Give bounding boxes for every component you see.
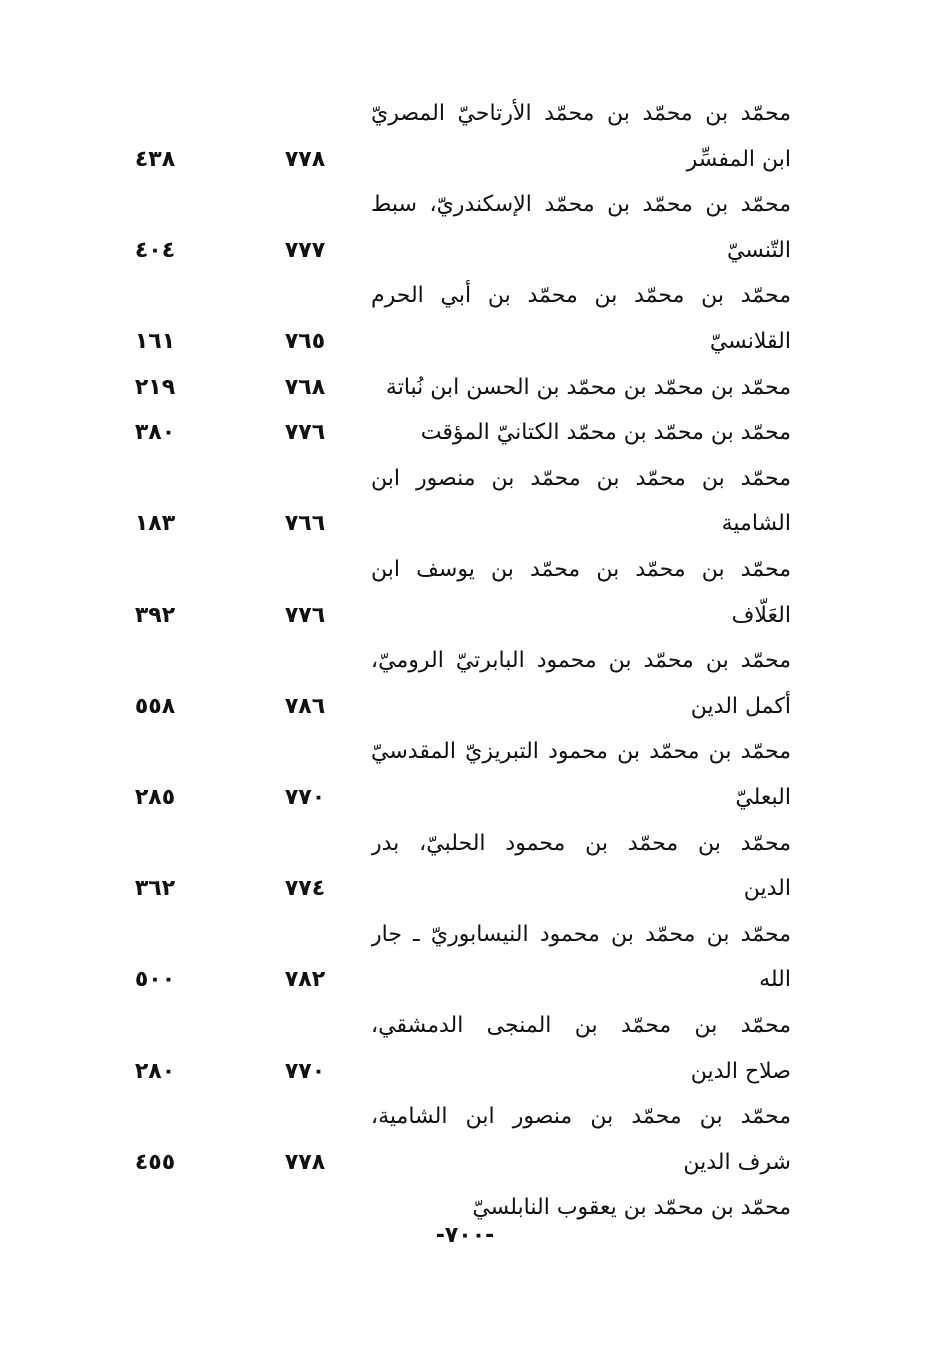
page-reference: ١٦١	[134, 329, 176, 354]
death-year: ٧٧٠	[284, 1058, 326, 1084]
entry-name-line: محمّد بن محمّد بن المنجى الدمشقي،	[371, 1013, 791, 1038]
death-year: ٧٧٦	[284, 420, 326, 446]
death-year	[260, 1186, 350, 1230]
entry-name-line: محمّد بن محمّد بن محمود النيسابوريّ ـ جار	[371, 921, 791, 947]
page-reference: ٣٨٠	[134, 420, 176, 446]
entry-name-line: شرف الدين	[683, 1149, 791, 1175]
page-number: -٧٠٠-	[435, 1223, 495, 1248]
entry-name-line: الدين	[743, 876, 791, 902]
entry-name-line: محمّد بن محمّد بن محمود البابرتيّ الروميّ،	[371, 648, 791, 674]
death-year: ٧٦٥	[284, 329, 326, 354]
death-year: ٧٧٨	[284, 1149, 326, 1175]
page-reference: ٢١٩	[134, 374, 176, 400]
entry-name-line: ابن المفسِّر	[686, 146, 791, 172]
entry-name-line: محمّد بن محمّد بن محمّد بن أبي الحرم	[371, 283, 791, 309]
entry-name-line: محمّد بن محمّد بن محمّد بن الحسن ابن نُباتة	[385, 374, 791, 400]
entry-name-line: محمّد بن محمّد بن محمود التبريزيّ المقدسيّ	[371, 739, 791, 765]
entry-name-line: الشامية	[721, 511, 791, 537]
entry-name-line: محمّد بن محمّد بن محمود الحلبيّ، بدر	[371, 830, 791, 856]
entry-name-line: التّنسيّ	[726, 237, 791, 263]
page-reference: ٤٣٨	[134, 146, 176, 172]
entry-name-line: القلانسيّ	[709, 329, 791, 354]
entry-name-line: محمّد بن محمّد بن يعقوب النابلسيّ	[472, 1195, 791, 1221]
page-reference: ٢٨٥	[134, 785, 176, 810]
death-year: ٧٧٦	[284, 602, 326, 628]
death-year: ٧٨٢	[284, 967, 326, 993]
death-year: ٧٦٦	[284, 511, 326, 537]
page-reference: ٥٠٠	[134, 967, 176, 993]
entry-name-line: الله	[759, 967, 791, 993]
entry-name-line: محمّد بن محمّد بن محمّد بن يوسف ابن	[371, 557, 791, 582]
death-year: ٧٧٧	[284, 237, 326, 263]
entry-name-line: البعليّ	[735, 785, 791, 810]
page-reference: ٤٥٥	[134, 1149, 176, 1175]
death-year: ٧٧٤	[284, 876, 326, 902]
entry-name-line: محمّد بن محمّد بن محمّد الكتانيّ المؤقت	[420, 420, 791, 446]
entry-name-line: محمّد بن محمّد بن محمّد الأرتاحيّ المصريّ	[371, 101, 791, 126]
entry-name-line: أكمل الدين	[690, 693, 791, 719]
page-reference: ١٨٣	[134, 511, 176, 537]
death-year: ٧٦٨	[284, 374, 326, 400]
page-reference: ٥٥٨	[134, 693, 176, 719]
entry-name-line: صلاح الدين	[690, 1058, 791, 1084]
page-reference: ٢٨٠	[134, 1058, 176, 1084]
entry-name-line: محمّد بن محمّد بن منصور ابن الشامية،	[371, 1104, 791, 1130]
entry-name-line: العَلّاف	[731, 602, 791, 628]
entry-name-line: محمّد بن محمّد بن محمّد بن منصور ابن	[371, 465, 791, 491]
page-reference: ٣٩٢	[134, 602, 176, 628]
page-reference: ٣٦٢	[134, 876, 176, 902]
entry-name-line: محمّد بن محمّد بن محمّد الإسكندريّ، سبط	[371, 192, 791, 218]
page-reference: ٤٠٤	[134, 237, 176, 263]
death-year: ٧٧٠	[284, 785, 326, 810]
death-year: ٧٧٨	[284, 146, 326, 172]
page-reference	[110, 1186, 200, 1230]
death-year: ٧٨٦	[284, 693, 326, 719]
